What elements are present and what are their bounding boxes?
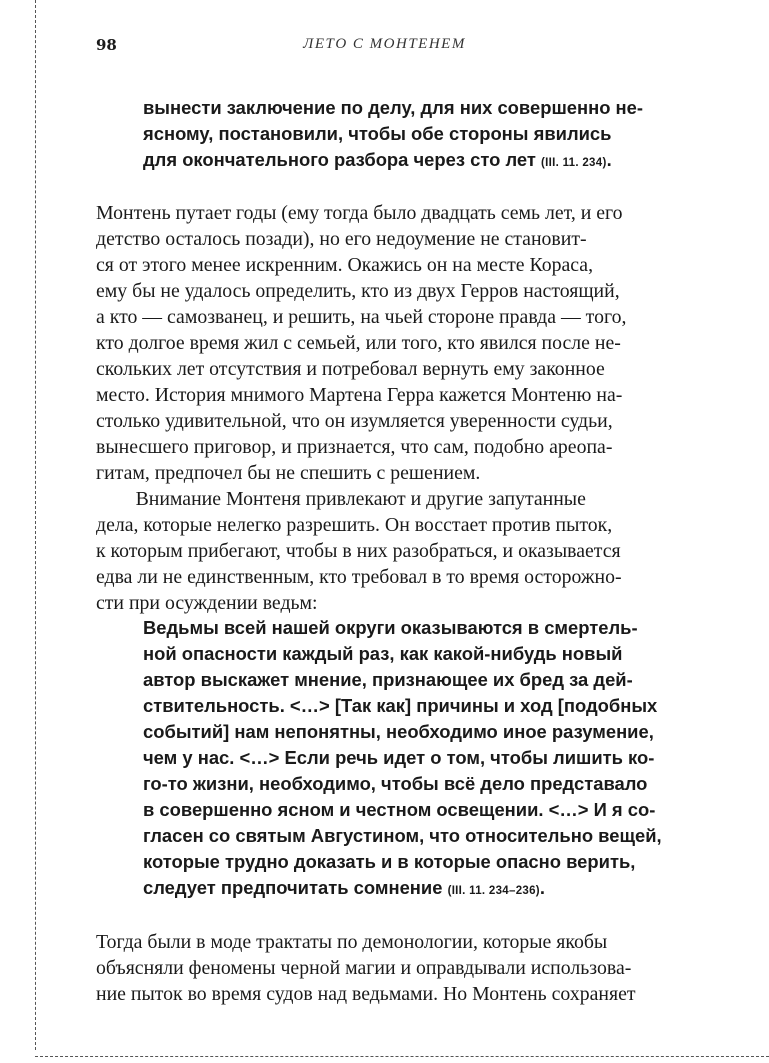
text-line: кто долгое время жил с семьей, или того, кто явился после не- <box>96 332 621 354</box>
text-line: Тогда были в моде трактаты по демонологии, которые якобы <box>96 931 608 953</box>
text-line: ему бы не удалось определить, кто из двух Герров настоящий, <box>96 280 620 302</box>
text-line: Внимание Монтеня привлекают и другие запутанные <box>96 488 586 510</box>
quote-line: событий] нам непонятны, необходимо иное разумение, <box>143 721 654 742</box>
text-line: дела, которые нелегко разрешить. Он восстает против пыток, <box>96 514 613 536</box>
text-line: гитам, предпочел бы не спешить с решением. <box>96 462 481 484</box>
text-line: ся от этого менее искренним. Окажись он на месте Кораса, <box>96 254 594 276</box>
quote-line: следует предпочитать сомнение <box>143 877 448 898</box>
running-head <box>96 36 673 56</box>
quote-line: гласен со святым Августином, что относительно вещей, <box>143 825 662 846</box>
text-line: место. История мнимого Мартена Герра кажется Монтеню на- <box>96 384 623 406</box>
text-line: вынесшего приговор, и признается, что сам, подобно ареопа- <box>96 436 613 458</box>
page-number: 98 <box>96 36 117 54</box>
quote-end-punct: . <box>539 877 546 898</box>
quote-line: автор выскажет мнение, признающее их бред за дей- <box>143 669 633 690</box>
crop-guide-bottom <box>35 1056 769 1057</box>
text-line: объясняли феномены черной магии и оправдывали использова- <box>96 957 632 979</box>
quote-line: ясному, постановили, чтобы обе стороны явились <box>143 123 612 144</box>
text-line: скольких лет отсутствия и потребовал вернуть ему законное <box>96 358 605 380</box>
quote-reference: (III. 11. 234–236) <box>447 885 540 897</box>
text-line: столько удивительной, что он изумляется уверенности судьи, <box>96 410 613 432</box>
quote-line: которые трудно доказать и в которые опасно верить, <box>143 851 636 872</box>
text-line: а кто — самозванец, и решить, на чьей стороне правда — того, <box>96 306 627 328</box>
running-head-title: ЛЕТО С МОНТЕНЕМ <box>303 36 466 52</box>
text-line: Монтень путает годы (ему тогда было двадцать семь лет, и его <box>96 202 623 224</box>
quote-line: го-то жизни, необходимо, чтобы всё дело представало <box>143 773 648 794</box>
text-line: детство осталось позади), но его недоумение не становит- <box>96 228 587 250</box>
quote-reference: (III. 11. 234) <box>541 157 607 169</box>
quote-line: чем у нас. <…> Если речь идет о том, чтобы лишить ко- <box>143 747 655 768</box>
quote-end-punct: . <box>606 149 612 170</box>
text-line: к которым прибегают, чтобы в них разобраться, и оказывается <box>96 540 621 562</box>
quote-line: в совершенно ясном и честном освещении. <…> И я со- <box>143 799 656 820</box>
quote-line: вынести заключение по делу, для них совершенно не- <box>143 97 644 118</box>
quote-line: ной опасности каждый раз, как какой-нибудь новый <box>143 643 623 664</box>
text-line: ние пыток во время судов над ведьмами. Но Монтень сохраняет <box>96 983 636 1005</box>
text-line: сти при осуждении ведьм: <box>96 592 318 614</box>
block-quote-1 <box>143 95 673 176</box>
paragraph-3 <box>96 929 673 1007</box>
paragraph-2 <box>96 486 673 616</box>
quote-line: Ведьмы всей нашей округи оказываются в смертель- <box>143 617 638 638</box>
quote-line: для окончательного разбора через сто лет <box>143 149 541 170</box>
paragraph-1 <box>96 200 673 486</box>
block-quote-2 <box>143 615 673 904</box>
quote-line: ствительность. <…> [Так как] причины и ход [подобных <box>143 695 658 716</box>
text-line: едва ли не единственным, кто требовал в то время осторожно- <box>96 566 622 588</box>
crop-guide-left <box>35 0 36 1050</box>
